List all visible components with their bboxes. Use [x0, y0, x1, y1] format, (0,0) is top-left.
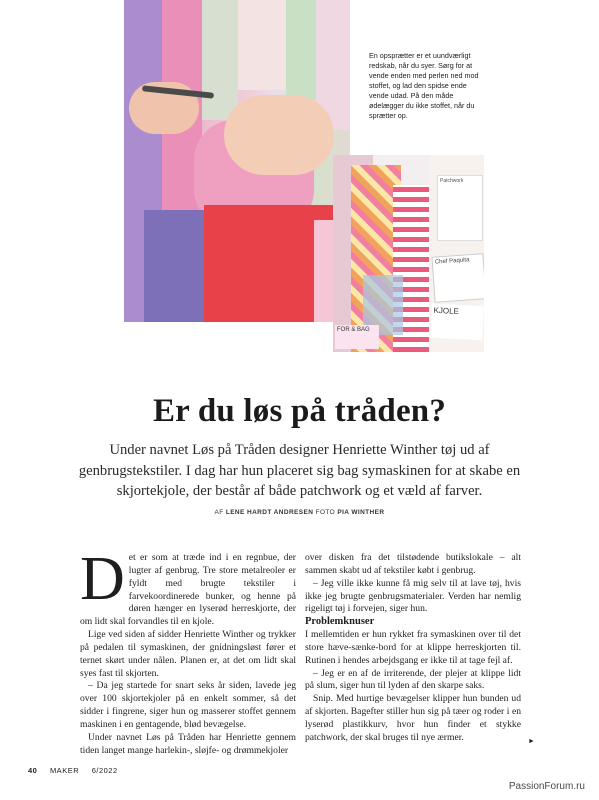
byline-af-label: AF [214, 509, 224, 516]
article-lead: Under navnet Løs på Tråden designer Henriette Winther tøj ud af genbrugstekstiler. I dag har hun placeret sig bag symaskinen for at skabe en skjortekjole, der består af både patchwork og et væld af farver. [78, 442, 521, 499]
page-number: 40 [28, 766, 38, 775]
fabric-tag: Chef Paquita [431, 253, 484, 303]
paragraph: Under navnet Løs på Tråden har Henriette gennem tiden langet mange harlekin-, sløjfe- og drømmekjoler [80, 731, 296, 756]
page-title: Er du løs på tråden? [152, 393, 447, 429]
continue-arrow-icon: ► [528, 737, 535, 745]
photo-seam-ripper [124, 0, 350, 322]
byline-foto-label: FOTO [315, 509, 336, 516]
fabric-tag: Patchwork [437, 175, 483, 241]
byline-photographer: PIA WINTHER [337, 509, 385, 516]
article-column-2 [305, 552, 521, 745]
paragraph: – Da jeg startede for snart seks år siden, lavede jeg over 100 skjortekjoler på en enkelt sommer, så det sidder i fingrene, siger hun og masserer stoffet gennem maskinen i en gentagende, blød bevægelse. [80, 680, 296, 730]
paragraph: et er som at træde ind i en regnbue, der lugter af genbrug. Tre store metalreoler er fyldt med brugte tekstiler i farvekoordinerede bunker, og henne på døren hænger en lyserød herreskjorte, der om lidt skal forvandles til en kjole. [80, 552, 296, 628]
paragraph: – Jeg ville ikke kunne få mig selv til at lave tøj, hvis ikke jeg brugte genbrugsmaterialer. Verden har nemlig rigeligt tøj i forvejen, siger hun. [305, 577, 521, 615]
photo-caption: En opsprætter er et uundværligt redskab, når du syer. Sørg for at vende enden med perlen ned mod stoffet, og lad den spidse ende vende udad. På den måde ødelægger du ikke stoffet, når du sprætter op. [369, 51, 479, 120]
subheading: Problemknuser [305, 616, 375, 628]
paragraph: Snip. Med hurtige bevægelser klipper hun bunden ud af skjorten. Bagefter stiller hun sig på tæer og roder i en lyserød plastikkurv, hvor hun finder et stykke patchwork, der skal bruges til nye ærmer. [305, 693, 521, 743]
paragraph: – Jeg er en af de irriterende, der plejer at klippe lidt på slum, siger hun til lyden af den skarpe saks. [305, 667, 521, 692]
byline [0, 509, 599, 516]
fabric-tag: FOR & BAG [335, 325, 379, 349]
magazine-name: MAKER [49, 766, 80, 775]
issue-number: 6/2022 [91, 766, 118, 775]
drop-cap: D [80, 545, 125, 613]
paragraph: I mellemtiden er hun rykket fra symaskinen over til det store hæve-sænke-bord for at klippe herreskjorten til. Rutinen i hendes arbejdsgang er ikke til at tage fejl af. [305, 629, 521, 666]
paragraph: over disken fra det tilstødende butikslokale – alt sammen skabt ud af tekstiler købt i genbrug. [305, 552, 521, 576]
byline-writer: LENE HARDT ANDRESEN [225, 509, 314, 516]
watermark: PassionForum.ru [508, 781, 585, 792]
fabric-tag: KJOLE [430, 304, 484, 341]
paragraph: Lige ved siden af sidder Henriette Winther og trykker på pedalen til symaskinen, der gnidningsløst fører et ternet skørt under nålen. Planen er, at det om lidt skal syes fast til skjorten. [80, 629, 296, 679]
page-footer [28, 766, 128, 775]
article-column-1 [80, 545, 296, 758]
photo-fabric-tags [333, 155, 484, 352]
